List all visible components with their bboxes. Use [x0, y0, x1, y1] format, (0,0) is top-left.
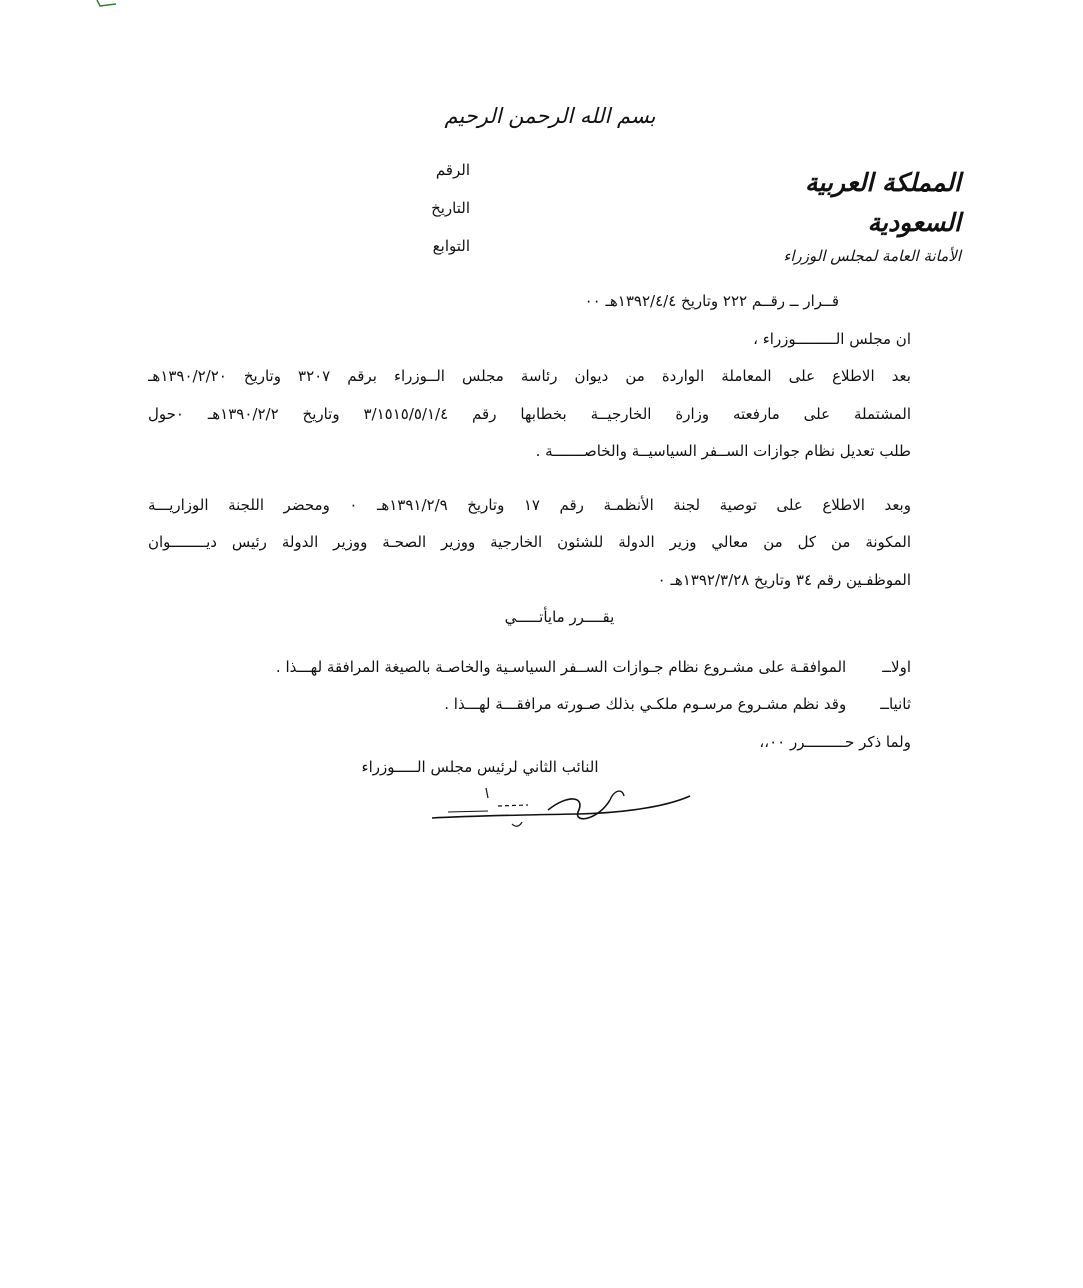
signature — [428, 782, 698, 834]
attachments-label: التوابع — [432, 237, 470, 255]
recital-2-line-3: الموظفـين رقم ٣٤ وتاريخ ١٣٩٢/٣/٢٨هـ ٠ — [657, 570, 911, 589]
number-label: الرقم — [435, 161, 470, 179]
decision-body — [148, 283, 911, 761]
article-2-text: وقد نظم مشـروع مرسـوم ملكـي بذلك صـورته مرافقـــة لهـــذا . — [444, 695, 847, 713]
recital-2-line-1: وبعد الاطلاع على توصية لجنة الأنظمـة رقم ١٧ وتاريخ ١٣٩١/٢/٩هـ ٠ ومحضر اللجنة الوزاريـــة — [148, 495, 911, 514]
signatory-title: النائب الثاني لرئيس مجلس الـــــوزراء — [361, 758, 599, 776]
council-line: ان مجلس الـــــــــوزراء ، — [753, 329, 911, 348]
decision-heading: قــرار ــ رقــم ٢٢٢ وتاريخ ١٣٩٢/٤/٤هـ ٠٠ — [584, 292, 839, 310]
article-1-label: اولاــ — [882, 657, 911, 676]
article-1-text: الموافقـة على مشـروع نظام جـوازات الســفر السياسـية والخاصـة بالصيغة المرافقة لهـــذا . — [275, 657, 847, 676]
article-1 — [148, 649, 911, 687]
department-name: الأمانة العامة لمجلس الوزراء — [783, 247, 961, 265]
reference-fields — [370, 156, 470, 270]
closing-line: ولما ذكر حـــــــــرر ٠٠،، — [759, 732, 911, 751]
date-label: التاريخ — [431, 199, 470, 217]
recital-2-line-2: المكونة من كل من معالي وزير الدولة للشئون الخارجية ووزير الصحـة ووزير الدولة رئيس ديــــــــوان — [148, 533, 911, 551]
resolves-heading: يقــــرر مايأتـــــي — [504, 608, 615, 626]
issuing-authority — [711, 163, 961, 269]
basmala: بسم الله الرحمن الرحيم — [444, 104, 656, 128]
article-2-label: ثانياــ — [880, 695, 911, 713]
recital-1-line-3: طلب تعديل نظام جوازات الســفر السياسيــة والخاصـــــــة . — [535, 442, 911, 460]
corner-mark — [96, 0, 118, 8]
kingdom-name: المملكة العربية السعودية — [805, 168, 961, 237]
recital-1-line-1: بعد الاطلاع على المعاملة الواردة من ديوان رئاسة مجلس الــوزراء برقم ٣٢٠٧ وتاريخ ١٣٩٠/٢/٢٠هـ — [148, 367, 911, 385]
article-2 — [148, 686, 911, 724]
recital-1-line-2: المشتملة على مارفعته وزارة الخارجيــة بخطابها رقم ٣/١٥١٥/٥/١/٤ وتاريخ ١٣٩٠/٢/٢هـ ٠حول — [148, 404, 911, 423]
